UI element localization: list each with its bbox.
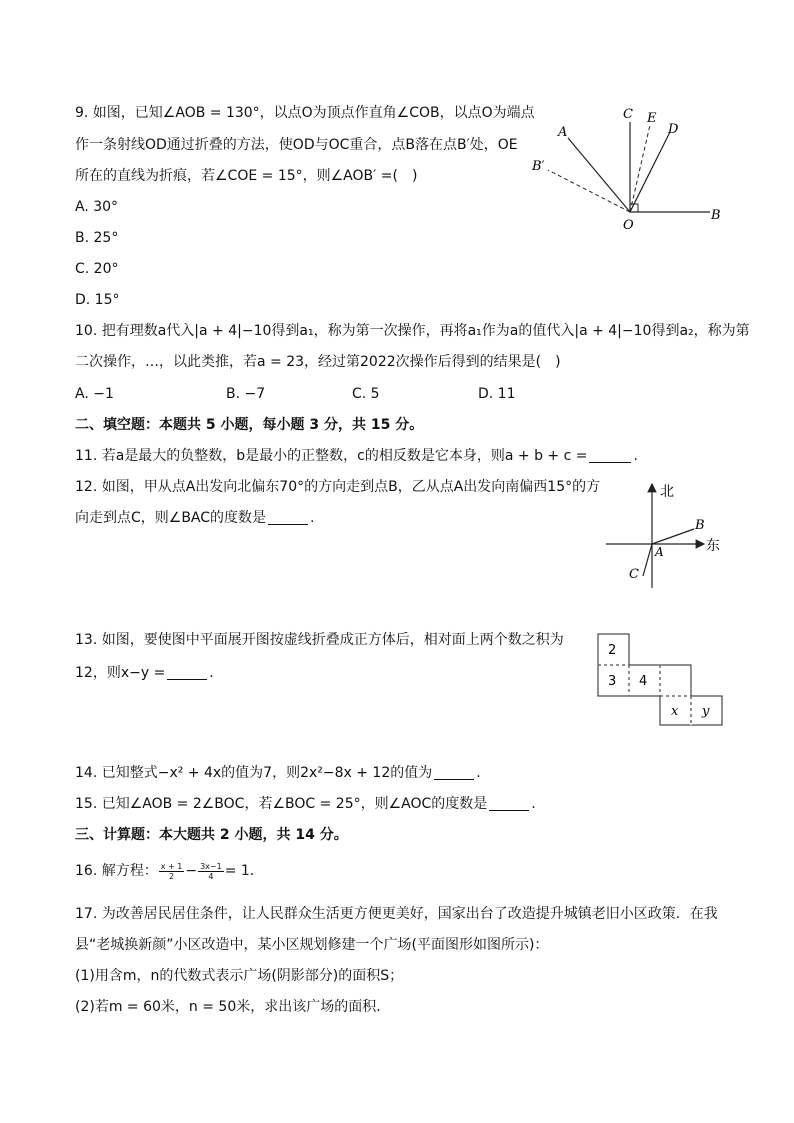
q16-suffix: = 1.: [224, 863, 255, 879]
q9-angle-figure: [520, 100, 730, 235]
q16-frac1-denominator: 2: [168, 871, 175, 881]
q16-frac2-denominator: 4: [208, 871, 214, 881]
q17-line-1: 17. 为改善居民居住条件，让人民群众生活更方便更美好，国家出台了改造提升城镇老旧小区政策．在我: [75, 906, 718, 922]
section-2-heading: 二、填空题：本题共 5 小题，每小题 3 分，共 15 分。: [75, 417, 424, 433]
q10-option-c: C. 5: [352, 386, 380, 402]
q9-option-a: A. 30°: [75, 199, 119, 215]
ray-ac: [643, 544, 652, 576]
q15-end: .: [531, 796, 536, 812]
q13-line-2-wrap: [75, 664, 214, 682]
q16-frac1-numerator: x + 1: [160, 861, 183, 871]
q16-frac2-numerator: 3x−1: [200, 861, 222, 871]
q14-end: .: [476, 765, 481, 781]
q9-option-b: B. 25°: [75, 230, 119, 246]
q9-line-3: 所在的直线为折痕，若∠COE = 15°，则∠AOB′ =( ): [75, 168, 418, 184]
q14-answer-blank[interactable]: [434, 765, 474, 780]
q15-text-line: [75, 795, 536, 813]
label-b-prime: B′: [532, 159, 545, 174]
ray-ob-prime-dashed: [548, 170, 630, 212]
q11-end: .: [633, 448, 638, 464]
q16-fraction-1: [159, 862, 185, 881]
q12-line-1: 12. 如图，甲从点A出发向北偏东70°的方向走到点B，乙从点A出发向南偏西15°的方: [75, 479, 601, 495]
cell-x: x: [671, 704, 679, 719]
q17-line-2: 县“老城换新颜”小区改造中，某小区规划修建一个广场(平面图形如图所示)：: [75, 937, 549, 953]
label-b: B: [711, 208, 721, 223]
label-north: 北: [660, 484, 674, 500]
q9-option-d: D. 15°: [75, 292, 120, 308]
q10-line-1: 10. 把有理数a代入|a + 4|−10得到a₁，称为第一次操作，再将a₁作为a的值代入|a + 4|−10得到a₂，称为第: [75, 323, 750, 339]
net-cell-right-blank: [660, 665, 691, 696]
q10-option-a: A. −1: [75, 386, 114, 402]
q17-line-3: (1)用含m，n的代数式表示广场(阴影部分)的面积S；: [75, 968, 404, 984]
label-a: A: [558, 125, 568, 140]
label-d: D: [668, 122, 679, 137]
q13-line-1: 13. 如图，要使图中平面展开图按虚线折叠成正方体后，相对面上两个数之积为: [75, 632, 564, 648]
ray-oe-dashed: [630, 125, 650, 212]
q10-line-2: 二次操作，…，以此类推，若a = 23，经过第2022次操作后得到的结果是( ): [75, 354, 561, 370]
label-b: B: [695, 518, 705, 533]
q14-text: 14. 已知整式−x² + 4x的值为7，则2x²−8x + 12的值为: [75, 765, 433, 781]
q13-end: .: [209, 665, 214, 681]
section-3-heading: 三、计算题：本大题共 2 小题，共 14 分。: [75, 827, 348, 843]
q12-line-2-wrap: [75, 509, 315, 527]
q9-line-1: 9. 如图，已知∠AOB = 130°，以点O为顶点作直角∠COB，以点O为端点: [75, 105, 535, 121]
q9-option-c: C. 20°: [75, 261, 119, 277]
q15-answer-blank[interactable]: [489, 796, 529, 811]
cell-4: 4: [639, 674, 648, 689]
label-a: A: [655, 545, 664, 559]
q15-text: 15. 已知∠AOB = 2∠BOC，若∠BOC = 25°，则∠AOC的度数是: [75, 796, 488, 812]
q13-answer-blank[interactable]: [167, 665, 207, 680]
q11-text: 11. 若a是最大的负整数，b是最小的正整数，c的相反数是它本身，则a + b + c =: [75, 448, 588, 464]
q11-answer-blank[interactable]: [589, 448, 631, 463]
cell-3: 3: [608, 674, 617, 689]
q13-cube-net-figure: [596, 632, 726, 727]
q17-line-4: (2)若m = 60米，n = 50米，求出该广场的面积．: [75, 999, 391, 1015]
q11-text-line: [75, 447, 638, 465]
label-e: E: [647, 111, 657, 126]
q10-option-b: B. −7: [226, 386, 266, 402]
q10-option-d: D. 11: [478, 386, 516, 402]
q16-prefix: 16. 解方程：: [75, 863, 158, 879]
q9-line-2: 作一条射线OD通过折叠的方法，使OD与OC重合，点B落在点B′处，OE: [75, 137, 518, 153]
q16-line: [75, 858, 254, 884]
q13-line-2: 12，则x−y =: [75, 665, 166, 681]
q14-text-line: [75, 764, 481, 782]
ray-oa: [568, 138, 630, 212]
q12-direction-figure: [600, 478, 730, 593]
label-c: C: [629, 567, 639, 582]
label-east: 东: [706, 538, 720, 554]
q12-line-2: 向走到点C，则∠BAC的度数是: [75, 510, 267, 526]
ray-od: [630, 132, 670, 212]
q16-minus: −: [185, 863, 198, 879]
ray-ab: [652, 529, 694, 544]
q16-fraction-2: [198, 862, 224, 881]
cell-y: y: [702, 704, 710, 719]
cell-2: 2: [608, 643, 617, 658]
label-c: C: [623, 107, 633, 122]
q12-end: .: [310, 510, 315, 526]
q12-answer-blank[interactable]: [268, 510, 308, 525]
label-o: O: [623, 218, 634, 233]
